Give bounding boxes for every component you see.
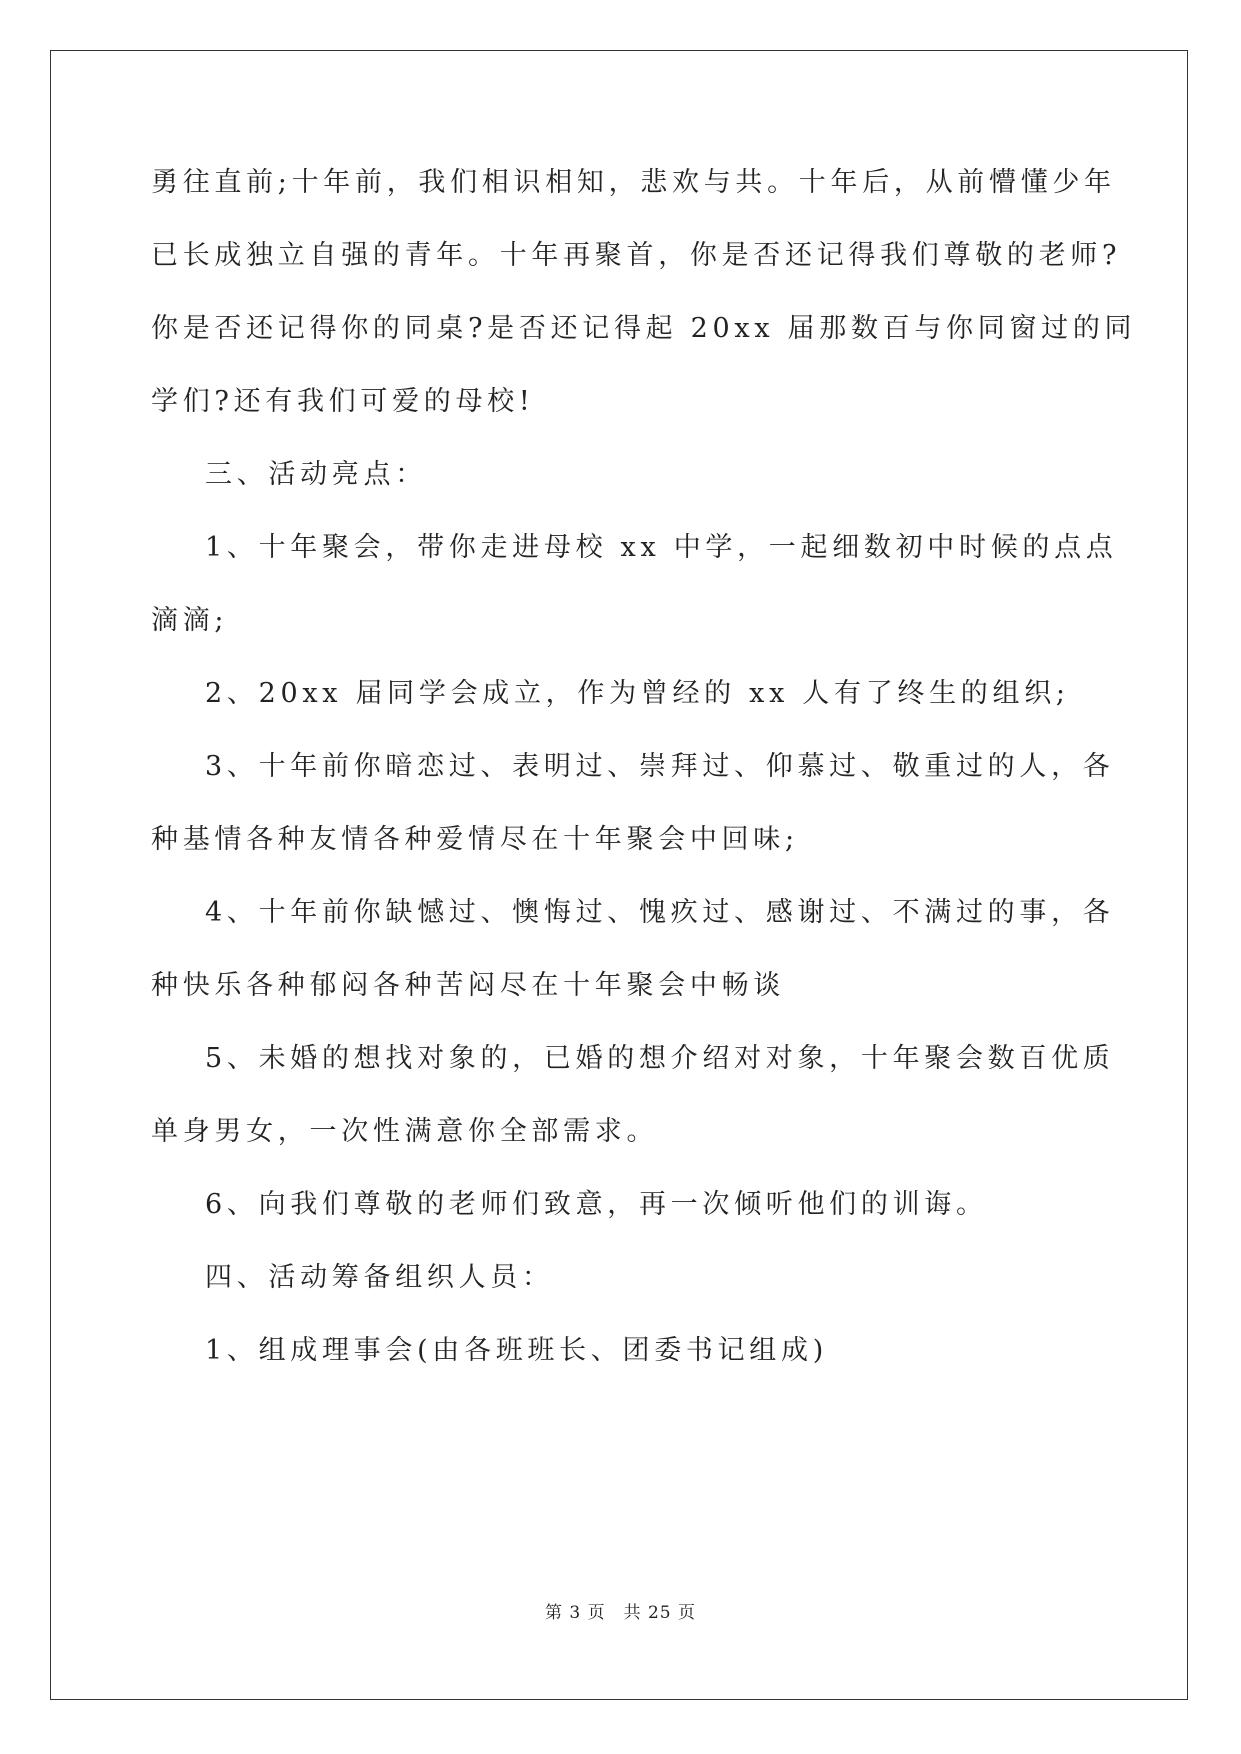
list-item-line: 滴滴;	[151, 605, 229, 636]
paragraph-line: 已长成独立自强的青年。十年再聚首，你是否还记得我们尊敬的老师?	[151, 240, 1122, 271]
list-item-line: 1、十年聚会，带你走进母校 xx 中学，一起细数初中时候的点点	[205, 532, 1118, 563]
page-border	[50, 50, 1188, 1700]
list-item-line: 种基情各种友情各种爱情尽在十年聚会中回味;	[151, 824, 799, 855]
list-item-line: 1、组成理事会(由各班班长、团委书记组成)	[205, 1335, 828, 1366]
list-item-line: 5、未婚的想找对象的，已婚的想介绍对对象，十年聚会数百优质	[205, 1043, 1115, 1074]
page-number: 第 3 页	[544, 1603, 606, 1623]
list-item-line: 2、20xx 届同学会成立，作为曾经的 xx 人有了终生的组织;	[205, 678, 1070, 709]
paragraph-line: 学们?还有我们可爱的母校!	[151, 386, 535, 417]
paragraph-line: 勇往直前;十年前，我们相识相知，悲欢与共。十年后，从前懵懂少年	[151, 167, 1116, 198]
list-item-line: 单身男女，一次性满意你全部需求。	[151, 1116, 659, 1147]
list-item-line: 4、十年前你缺憾过、懊悔过、愧疚过、感谢过、不满过的事，各	[205, 897, 1115, 928]
list-item-line: 种快乐各种郁闷各种苦闷尽在十年聚会中畅谈	[151, 970, 785, 1001]
list-item-line: 3、十年前你暗恋过、表明过、崇拜过、仰慕过、敬重过的人，各	[205, 751, 1115, 782]
page-total: 共 25 页	[623, 1603, 697, 1623]
list-item-line: 6、向我们尊敬的老师们致意，再一次倾听他们的训诲。	[205, 1189, 988, 1220]
section-heading: 三、活动亮点：	[205, 459, 427, 490]
paragraph-line: 你是否还记得你的同桌?是否还记得起 20xx 届那数百与你同窗过的同	[151, 313, 1137, 344]
section-heading: 四、活动筹备组织人员：	[205, 1262, 554, 1293]
page-footer	[0, 1598, 1241, 1623]
